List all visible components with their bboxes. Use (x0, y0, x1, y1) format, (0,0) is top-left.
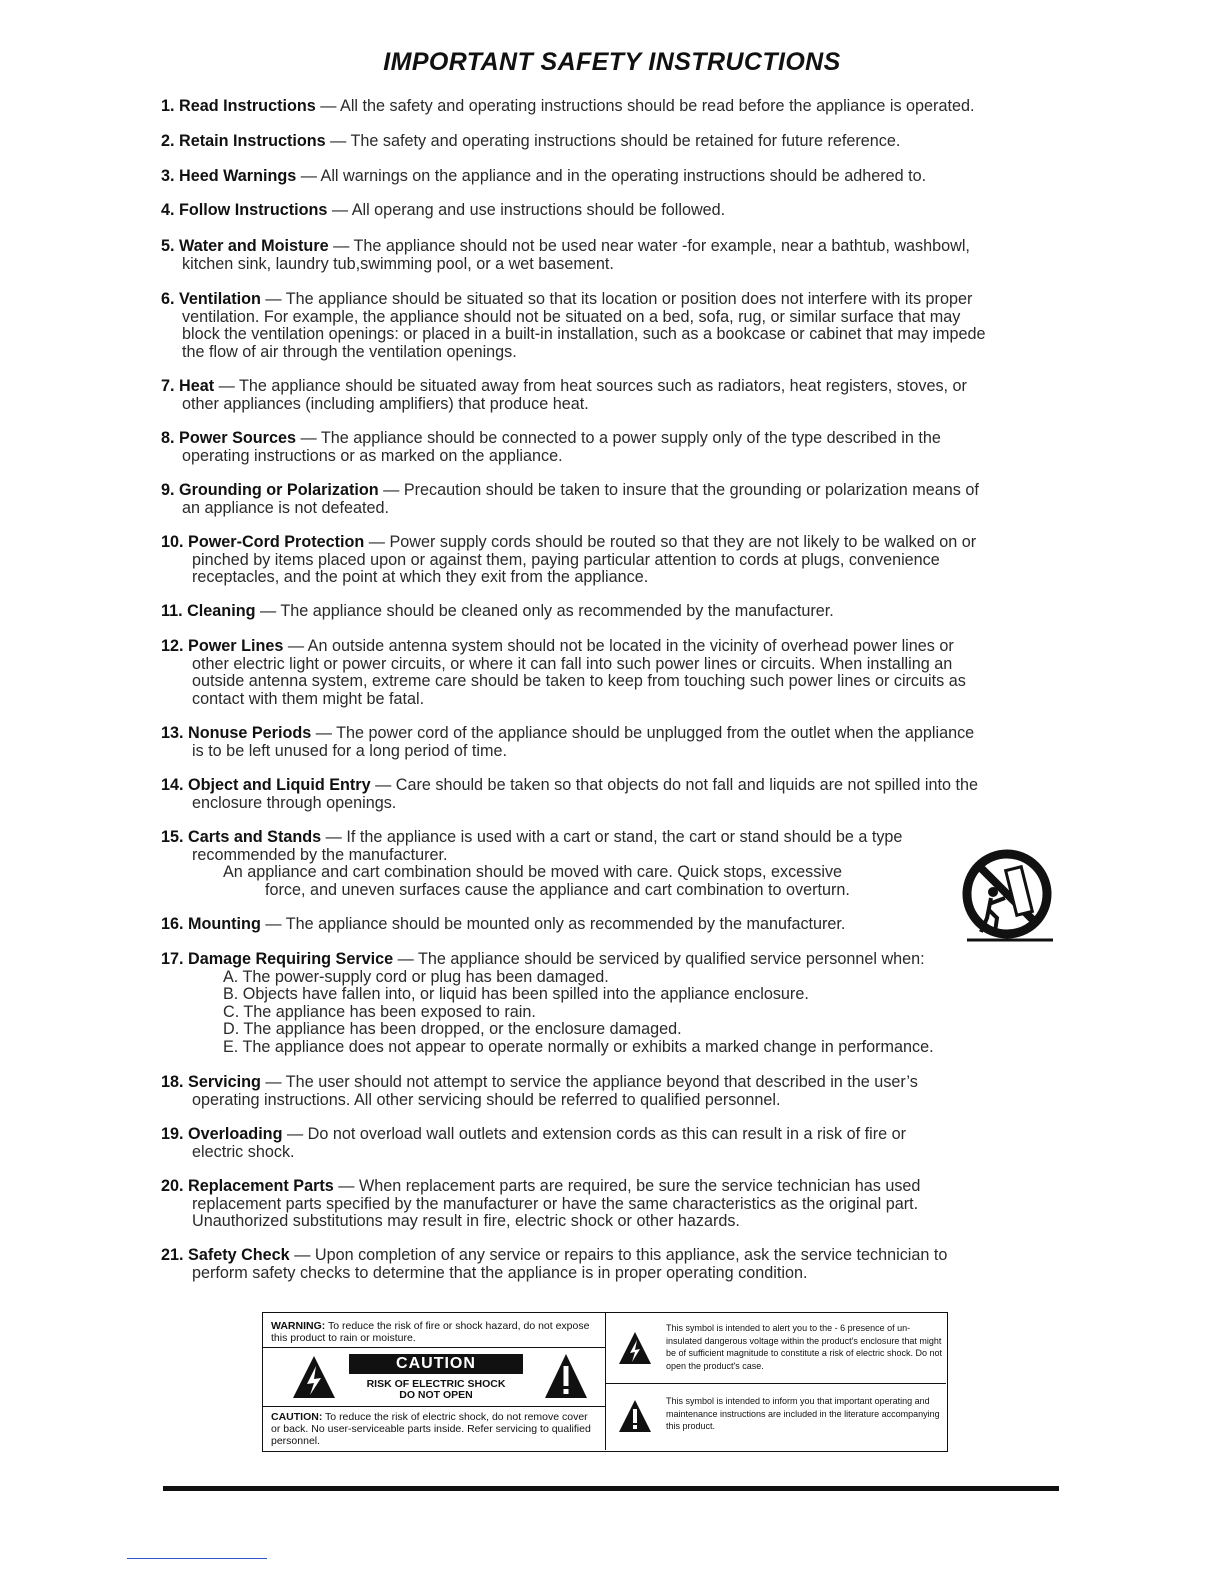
item-continuation-line: other appliances (including amplifiers) that produce heat. (182, 394, 589, 413)
instruction-item (161, 1074, 1081, 1109)
item-text: All the safety and operating instructions should be read before the appliance is operated. (336, 97, 975, 115)
instruction-first-line (161, 482, 1081, 500)
item-text: When replacement parts are required, be sure the service technician has used (354, 1177, 921, 1195)
item-continuation-line: kitchen sink, laundry tub,swimming pool, or a wet basement. (182, 254, 614, 273)
item-number: 21. (161, 1246, 184, 1264)
instruction-item (161, 238, 1081, 273)
item-dash: — (338, 1177, 355, 1195)
instruction-first-line (161, 238, 1081, 256)
exclamation-symbol-icon (618, 1399, 652, 1433)
item-continuation-line: receptacles, and the point at which they exit from the appliance. (192, 568, 649, 587)
item-text: All warnings on the appliance and in the operating instructions should be adhered to. (316, 167, 927, 185)
item-number: 2. (161, 132, 175, 150)
item-number: 18. (161, 1073, 184, 1091)
item-text: The safety and operating instructions should be retained for future reference. (346, 132, 901, 150)
instruction-first-line (161, 1178, 1081, 1196)
item-continuation-line: contact with them might be fatal. (192, 689, 425, 708)
instruction-item (161, 1126, 1081, 1161)
item-number: 19. (161, 1125, 184, 1143)
instruction-item (161, 378, 1081, 413)
instruction-first-line (161, 916, 1081, 934)
item-heading: Follow Instructions (179, 201, 328, 219)
item-number: 12. (161, 637, 184, 655)
item-heading: Object and Liquid Entry (188, 776, 371, 794)
item-continuation-line: ventilation. For example, the appliance should not be situated on a bed, sofa, rug, or similar surface that may (182, 307, 961, 326)
instruction-first-line (161, 378, 1081, 396)
item-number: 5. (161, 237, 175, 255)
item-continuation-line: outside antenna system, extreme care should be taken to keep from touching such power lines or circuits as (192, 672, 966, 691)
item-text: The user should not attempt to service the appliance beyond that described in the user’s (281, 1073, 918, 1091)
item-number: 1. (161, 97, 175, 115)
item-continuation-line: other electric light or power circuits, or where it can fall into such power lines or circuits. When installing an (192, 654, 953, 673)
item-dash: — (265, 1073, 282, 1091)
item-dash: — (286, 1125, 304, 1143)
item-continuation-line: replacement parts specified by the manufacturer or have the same characteristics as the original part. (192, 1194, 919, 1213)
instruction-item (161, 133, 1081, 151)
item-sub-line: force, and uneven surfaces cause the appliance and cart combination to overturn. (265, 880, 850, 899)
instruction-first-line (161, 1126, 1081, 1144)
item-dash: — (315, 724, 332, 742)
item-heading: Cleaning (187, 602, 256, 620)
item-continuation-line: operating instructions or as marked on the appliance. (182, 446, 563, 465)
item-heading: Replacement Parts (188, 1177, 334, 1195)
item-heading: Ventilation (179, 290, 261, 308)
item-dash: — (397, 950, 414, 968)
instruction-item (161, 603, 1081, 621)
panel-divider (606, 1383, 946, 1384)
instruction-first-line (161, 777, 1081, 795)
item-number: 20. (161, 1177, 184, 1195)
item-continuation-line: perform safety checks to determine that the appliance is in proper operating condition. (192, 1263, 808, 1282)
exclamation-symbol-explanation: This symbol is intended to inform you that important operating and maintenance instructions are included in the literature accompanying this product. (666, 1396, 940, 1431)
instruction-item (161, 291, 1081, 361)
warning-panel-left (263, 1313, 606, 1450)
item-heading: Overloading (188, 1125, 283, 1143)
item-heading: Damage Requiring Service (188, 950, 394, 968)
item-text: The appliance should be situated so that its location or position does not interfere with its proper (281, 290, 973, 308)
item-dash: — (375, 776, 392, 794)
item-text: The appliance should be situated away from heat sources such as radiators, heat registers, stoves, or (234, 377, 967, 395)
item-text: The appliance should be connected to a power supply only of the type described in the (316, 429, 941, 447)
item-dash: — (294, 1246, 311, 1264)
instruction-first-line (161, 638, 1081, 656)
item-sub-line: An appliance and cart combination should be moved with care. Quick stops, excessive (223, 863, 843, 882)
instruction-item (161, 534, 1081, 587)
instruction-item (161, 829, 1081, 899)
instruction-first-line (161, 1074, 1081, 1092)
instruction-item (161, 1247, 1081, 1282)
caution-text: To reduce the risk of electric shock, do not remove cover or back. No user-serviceable parts inside. Refer servicing to qualified personnel. (271, 1411, 591, 1447)
item-continuation-line: is to be left unused for a long period of time. (192, 741, 507, 760)
caution-label-graphic (263, 1347, 605, 1407)
instruction-item (161, 430, 1081, 465)
instruction-item (161, 202, 1081, 220)
item-dash: — (287, 637, 305, 655)
item-dash: — (330, 132, 347, 150)
item-dash: — (331, 201, 349, 219)
item-heading: Mounting (188, 915, 261, 933)
instruction-first-line (161, 951, 1081, 969)
item-heading: Safety Check (188, 1246, 290, 1264)
item-sub-line: E. The appliance does not appear to operate normally or exhibits a marked change in performance. (223, 1037, 934, 1056)
item-continuation-line: electric shock. (192, 1142, 295, 1161)
item-text: The appliance should be mounted only as recommended by the manufacturer. (281, 915, 846, 933)
instruction-first-line (161, 430, 1081, 448)
lightning-bolt-symbol-icon (618, 1331, 652, 1365)
instruction-item (161, 482, 1081, 517)
item-text: Power supply cords should be routed so that they are not likely to be walked on or (384, 533, 977, 551)
instruction-item (161, 168, 1081, 186)
risk-line-1: RISK OF ELECTRIC SHOCK (366, 1378, 506, 1390)
item-heading: Heed Warnings (179, 167, 297, 185)
item-number: 7. (161, 377, 175, 395)
instruction-first-line (161, 725, 1081, 743)
instruction-first-line (161, 168, 1081, 186)
instruction-item (161, 98, 1081, 116)
instruction-first-line (161, 98, 1081, 116)
item-text: If the appliance is used with a cart or stand, the cart or stand should be a type (341, 828, 903, 846)
item-number: 8. (161, 429, 175, 447)
instruction-first-line (161, 534, 1081, 552)
bottom-rule (163, 1486, 1059, 1491)
item-dash: — (383, 481, 400, 499)
item-text: The appliance should be cleaned only as recommended by the manufacturer. (276, 602, 834, 620)
item-sub-line: A. The power-supply cord or plug has been damaged. (223, 967, 609, 986)
instruction-item (161, 916, 1081, 934)
item-continuation-line: operating instructions. All other servicing should be referred to qualified personnel. (192, 1090, 781, 1109)
item-dash: — (333, 237, 350, 255)
item-continuation-line: enclosure through openings. (192, 793, 397, 812)
item-number: 3. (161, 167, 175, 185)
item-continuation-line: an appliance is not defeated. (182, 498, 389, 517)
item-text: The appliance should not be used near water -for example, near a bathtub, washbowl, (349, 237, 970, 255)
item-heading: Power Lines (188, 637, 284, 655)
cart-overturn-warning-icon (953, 848, 1061, 948)
item-dash: — (320, 97, 337, 115)
item-number: 14. (161, 776, 184, 794)
item-sub-line: C. The appliance has been exposed to rain. (223, 1002, 536, 1021)
item-heading: Servicing (188, 1073, 261, 1091)
instruction-first-line (161, 291, 1081, 309)
warning-panel-right (606, 1313, 946, 1450)
exclamation-warning-icon (543, 1352, 589, 1402)
item-number: 15. (161, 828, 184, 846)
instruction-item (161, 777, 1081, 812)
instruction-item (161, 638, 1081, 708)
item-number: 9. (161, 481, 175, 499)
instruction-first-line (161, 202, 1081, 220)
item-dash: — (300, 429, 317, 447)
caution-label: CAUTION: (271, 1411, 323, 1423)
caution-banner: CAUTION (349, 1354, 523, 1374)
item-text: Precaution should be taken to insure that the grounding or polarization means of (399, 481, 979, 499)
item-number: 17. (161, 950, 184, 968)
item-sub-line: D. The appliance has been dropped, or the enclosure damaged. (223, 1020, 682, 1039)
warning-label: WARNING: (271, 1320, 326, 1332)
item-dash: — (325, 828, 342, 846)
item-heading: Heat (179, 377, 215, 395)
risk-line-2: DO NOT OPEN (399, 1389, 473, 1401)
warning-panel (262, 1312, 948, 1452)
item-continuation-line: the flow of air through the ventilation openings. (182, 342, 517, 361)
item-number: 16. (161, 915, 184, 933)
item-continuation-line: Unauthorized substitutions may result in fire, electric shock or other hazards. (192, 1212, 740, 1231)
item-continuation-line: block the ventilation openings: or placed in a built-in installation, such as a bookcase or cabinet that may impede (182, 325, 986, 344)
item-sub-line: B. Objects have fallen into, or liquid has been spilled into the appliance enclosure. (223, 985, 809, 1004)
item-dash: — (265, 915, 282, 933)
instruction-first-line (161, 603, 1081, 621)
item-continuation-line: pinched by items placed upon or against them, paying particular attention to cords at plugs, convenience (192, 550, 940, 569)
item-heading: Grounding or Polarization (179, 481, 379, 499)
lightning-symbol-explanation: This symbol is intended to alert you to the - 6 presence of un-insulated dangerous voltage within the product's enclosure that might be of sufficient magnitude to constitute a risk of electric shock. Do not open the product's case. (666, 1323, 942, 1371)
item-heading: Nonuse Periods (188, 724, 312, 742)
item-dash: — (218, 377, 235, 395)
instruction-item (161, 725, 1081, 760)
item-heading: Retain Instructions (179, 132, 326, 150)
instruction-item (161, 951, 1081, 1057)
item-heading: Read Instructions (179, 97, 316, 115)
item-number: 10. (161, 533, 184, 551)
item-heading: Water and Moisture (179, 237, 329, 255)
electric-shock-warning-icon (291, 1354, 337, 1400)
item-text: An outside antenna system should not be located in the vicinity of overhead power lines or (304, 637, 954, 655)
item-text: Care should be taken so that objects do not fall and liquids are not spilled into the (391, 776, 979, 794)
warning-statement (271, 1320, 597, 1344)
item-text: Upon completion of any service or repairs to this appliance, ask the service technician to (310, 1246, 948, 1264)
item-dash: — (368, 533, 385, 551)
item-text: Do not overload wall outlets and extension cords as this can result in a risk of fire or (303, 1125, 906, 1143)
item-text: The power cord of the appliance should be unplugged from the outlet when the appliance (331, 724, 975, 742)
item-number: 6. (161, 290, 175, 308)
item-dash: — (300, 167, 317, 185)
item-heading: Carts and Stands (188, 828, 322, 846)
caution-statement (271, 1411, 597, 1447)
item-dash: — (265, 290, 282, 308)
instruction-first-line (161, 133, 1081, 151)
instruction-item (161, 1178, 1081, 1231)
item-continuation-line: recommended by the manufacturer. (192, 845, 448, 864)
instruction-first-line (161, 829, 1081, 847)
item-text: The appliance should be serviced by qualified service personnel when: (413, 950, 925, 968)
item-number: 4. (161, 201, 175, 219)
item-text: All operang and use instructions should be followed. (348, 201, 726, 219)
risk-of-shock-text (333, 1379, 539, 1401)
item-number: 11. (161, 602, 183, 620)
item-heading: Power Sources (179, 429, 296, 447)
item-heading: Power-Cord Protection (188, 533, 365, 551)
item-dash: — (259, 602, 277, 620)
item-number: 13. (161, 724, 184, 742)
footer-link-underline (127, 1558, 267, 1559)
instruction-first-line (161, 1247, 1081, 1265)
warning-text: To reduce the risk of fire or shock hazard, do not expose this product to rain or moisture. (271, 1320, 590, 1344)
page-title: IMPORTANT SAFETY INSTRUCTIONS (383, 48, 841, 76)
